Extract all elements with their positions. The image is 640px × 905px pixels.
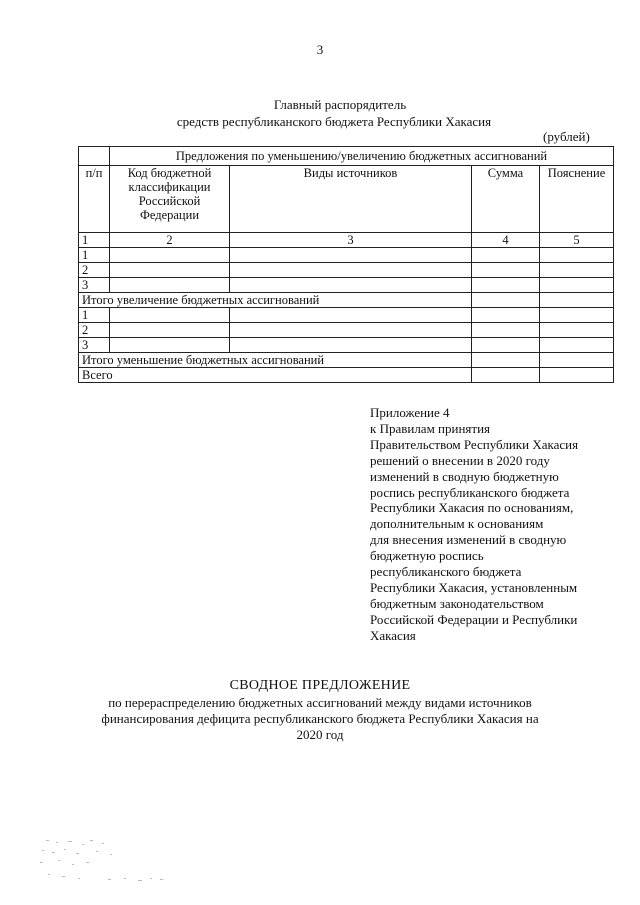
appendix-line: Российской Федерации и Республики [370, 611, 578, 627]
col-header-code: Код бюджетной классификации Российской Федерации [110, 166, 230, 233]
table-cell [472, 293, 540, 308]
table-cell [110, 248, 230, 263]
table-row [79, 323, 614, 338]
table-cell [540, 368, 614, 383]
table-row [79, 338, 614, 353]
appendix-line: роспись республиканского бюджета [370, 484, 570, 500]
budget-table [78, 146, 614, 383]
decrease-total-label: Итого уменьшение бюджетных ассигнований [79, 353, 472, 368]
summary-subtitle-line-3: 2020 год [296, 727, 344, 742]
appendix-line: бюджетным законодательством [370, 595, 544, 611]
appendix-line: республиканского бюджета [370, 564, 522, 580]
row-number: 1 [79, 248, 110, 263]
col-header-pp: п/п [79, 166, 110, 233]
grand-total-row [79, 368, 614, 383]
table-cell [540, 293, 614, 308]
table-cell [110, 278, 230, 293]
currency-unit: (рублей) [543, 129, 590, 144]
table-cell [472, 368, 540, 383]
header-title-line-1: Главный распорядитель [273, 97, 407, 112]
table-row [79, 263, 614, 278]
row-number: 3 [79, 278, 110, 293]
appendix-line: Хакасия [370, 627, 416, 643]
scan-noise-marks [38, 838, 168, 888]
table-cell [472, 308, 540, 323]
appendix-line: дополнительным к основаниям [370, 516, 544, 532]
appendix-line: Приложение 4 [370, 405, 450, 420]
summary-subtitle-line-1: по перераспределению бюджетных ассигнований между видами источников [108, 695, 532, 710]
table-cell [230, 323, 472, 338]
table-row [79, 308, 614, 323]
table-cell [110, 338, 230, 353]
increase-total-row [79, 293, 614, 308]
column-number: 5 [540, 233, 614, 248]
appendix-line: решений о внесении в 2020 году [370, 452, 550, 468]
table-column-headers [79, 166, 614, 233]
appendix-line: Правительством Республики Хакасия [370, 436, 579, 452]
table-cell [472, 263, 540, 278]
page-number: 3 [316, 42, 324, 57]
table-cell [540, 263, 614, 278]
grand-total-label: Всего [79, 368, 472, 383]
increase-total-label: Итого увеличение бюджетных ассигнований [79, 293, 472, 308]
appendix-line: для внесения изменений в сводную [370, 532, 567, 548]
table-cell [540, 323, 614, 338]
appendix-line: Республики Хакасия, установленным [370, 579, 578, 595]
row-number: 2 [79, 263, 110, 278]
table-cell [472, 278, 540, 293]
row-number: 3 [79, 338, 110, 353]
table-cell [472, 323, 540, 338]
column-number-row [79, 233, 614, 248]
table-cell [230, 263, 472, 278]
summary-subtitle-line-2: финансирования дефицита республиканского бюджета Республики Хакасия на [101, 711, 539, 726]
column-number: 4 [472, 233, 540, 248]
table-cell [540, 308, 614, 323]
table-cell [472, 353, 540, 368]
table-cell [110, 263, 230, 278]
column-number: 1 [79, 233, 110, 248]
summary-title: СВОДНОЕ ПРЕДЛОЖЕНИЕ [229, 678, 411, 693]
appendix-line: бюджетную роспись [370, 548, 484, 564]
row-number: 1 [79, 308, 110, 323]
decrease-total-row [79, 353, 614, 368]
table-cell [230, 338, 472, 353]
column-number: 3 [230, 233, 472, 248]
table-cell [540, 248, 614, 263]
appendix-block [370, 405, 620, 644]
col-header-note: Пояснение [540, 166, 614, 233]
column-number: 2 [110, 233, 230, 248]
table-cell [540, 353, 614, 368]
table-cell [472, 338, 540, 353]
table-row [79, 248, 614, 263]
table-cell [230, 248, 472, 263]
table-cell [472, 248, 540, 263]
appendix-line: изменений в сводную бюджетную [370, 468, 559, 484]
table-cell [230, 308, 472, 323]
appendix-line: Республики Хакасия по основаниям, [370, 500, 574, 516]
table-cell [110, 308, 230, 323]
appendix-line: к Правилам принятия [370, 420, 491, 436]
header-title-line-2: средств республиканского бюджета Республики Хакасия [176, 114, 492, 129]
col-header-sources: Виды источников [230, 166, 472, 233]
table-cell [230, 278, 472, 293]
row-number: 2 [79, 323, 110, 338]
table-row [79, 278, 614, 293]
col-header-sum: Сумма [472, 166, 540, 233]
table-header-row [79, 147, 614, 166]
table-cell [540, 278, 614, 293]
table-cell [540, 338, 614, 353]
table-cell [110, 323, 230, 338]
table-cell [79, 147, 110, 166]
proposal-header: Предложения по уменьшению/увеличению бюджетных ассигнований [110, 147, 614, 166]
